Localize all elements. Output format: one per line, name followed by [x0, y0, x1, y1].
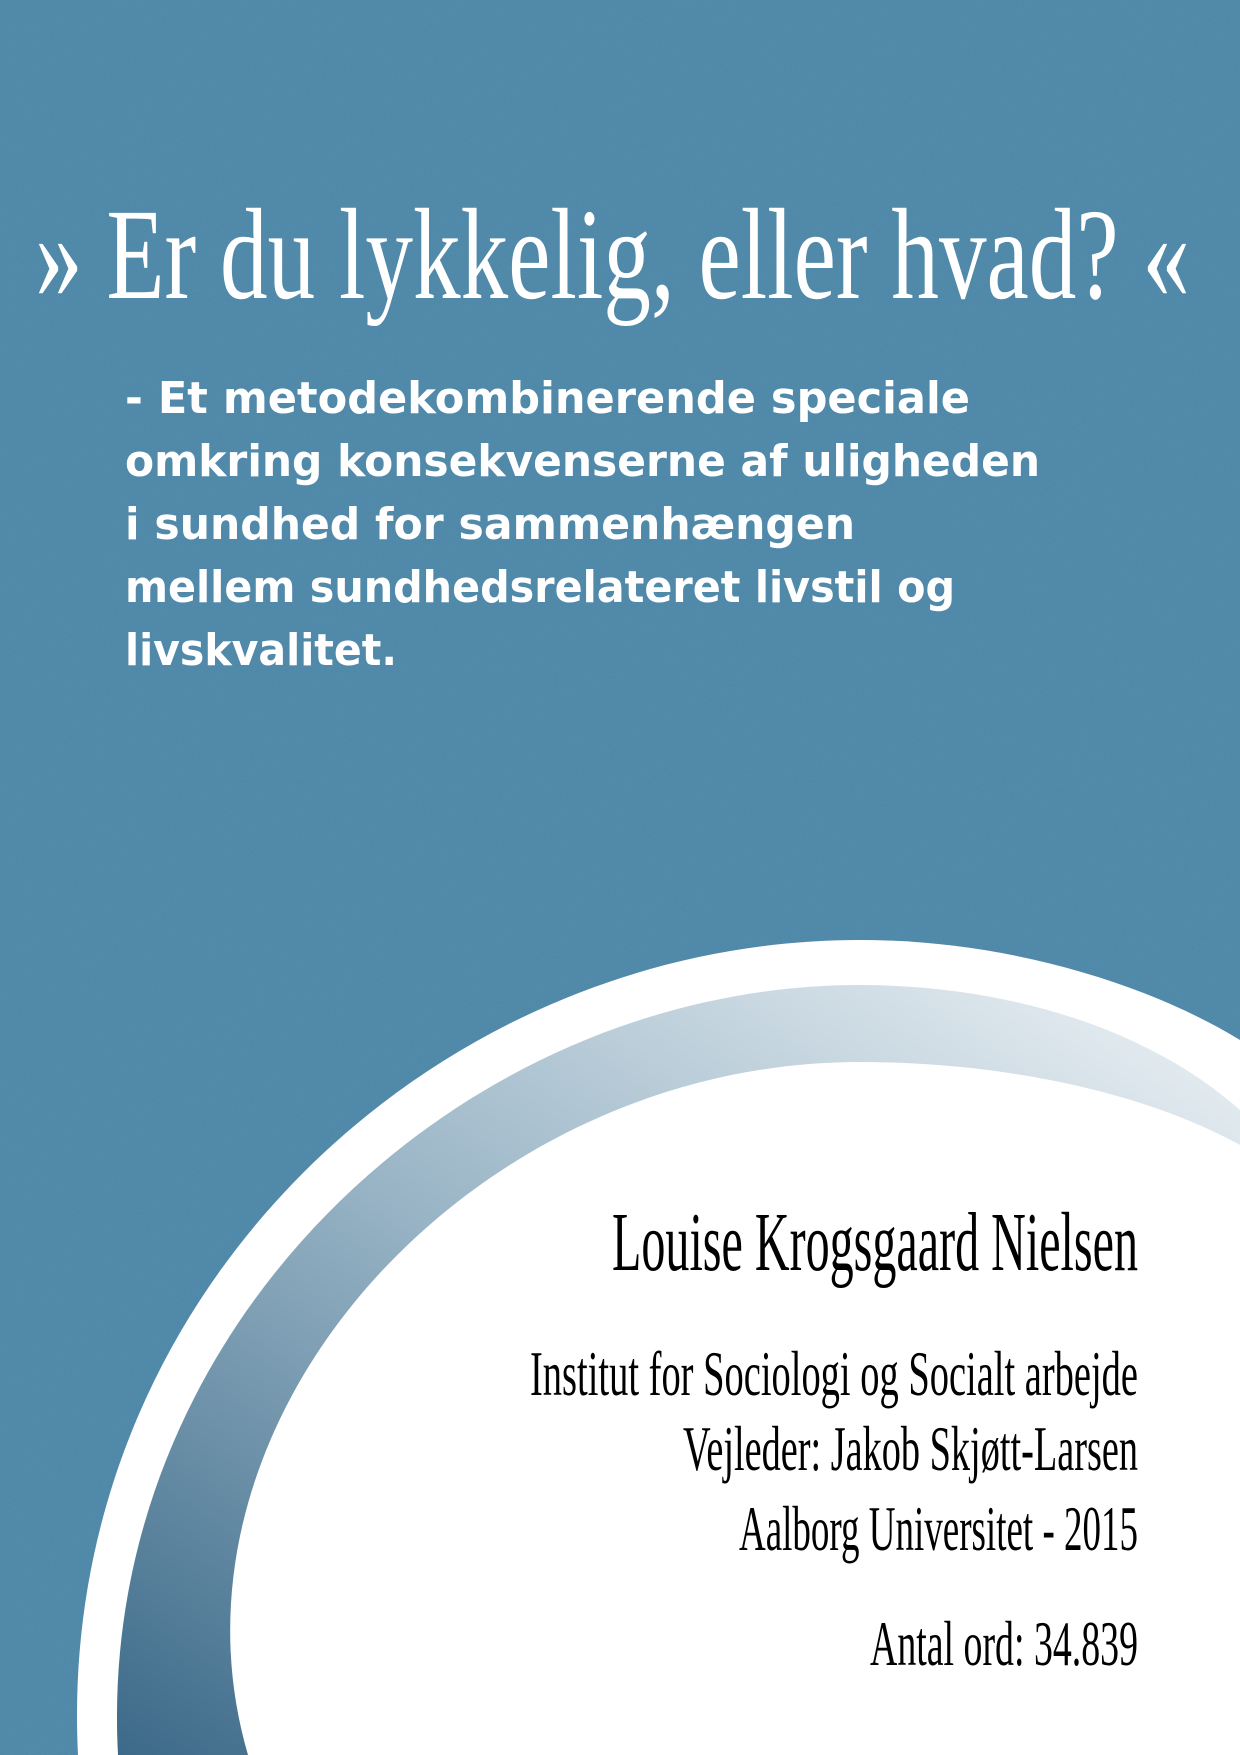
supervisor: Vejleder: Jakob Skjøtt-Larsen	[683, 1413, 1138, 1484]
subtitle-line: - Et metodekombinerende speciale	[125, 373, 970, 424]
word-count: Antal ord: 34.839	[870, 1608, 1138, 1679]
subtitle-line: mellem sundhedsrelateret livstil og	[125, 562, 955, 613]
subtitle-line: livskvalitet.	[125, 625, 397, 676]
cover-title: » Er du lykkelig, eller hvad? «	[35, 183, 1190, 327]
subtitle-line: omkring konsekvenserne af uligheden	[125, 436, 1040, 487]
author-name: Louise Krogsgaard Nielsen	[612, 1196, 1138, 1289]
institute: Institut for Sociologi og Socialt arbejde	[530, 1338, 1138, 1409]
university-year: Aalborg Universitet - 2015	[739, 1493, 1138, 1564]
subtitle-line: i sundhed for sammenhængen	[125, 499, 855, 550]
